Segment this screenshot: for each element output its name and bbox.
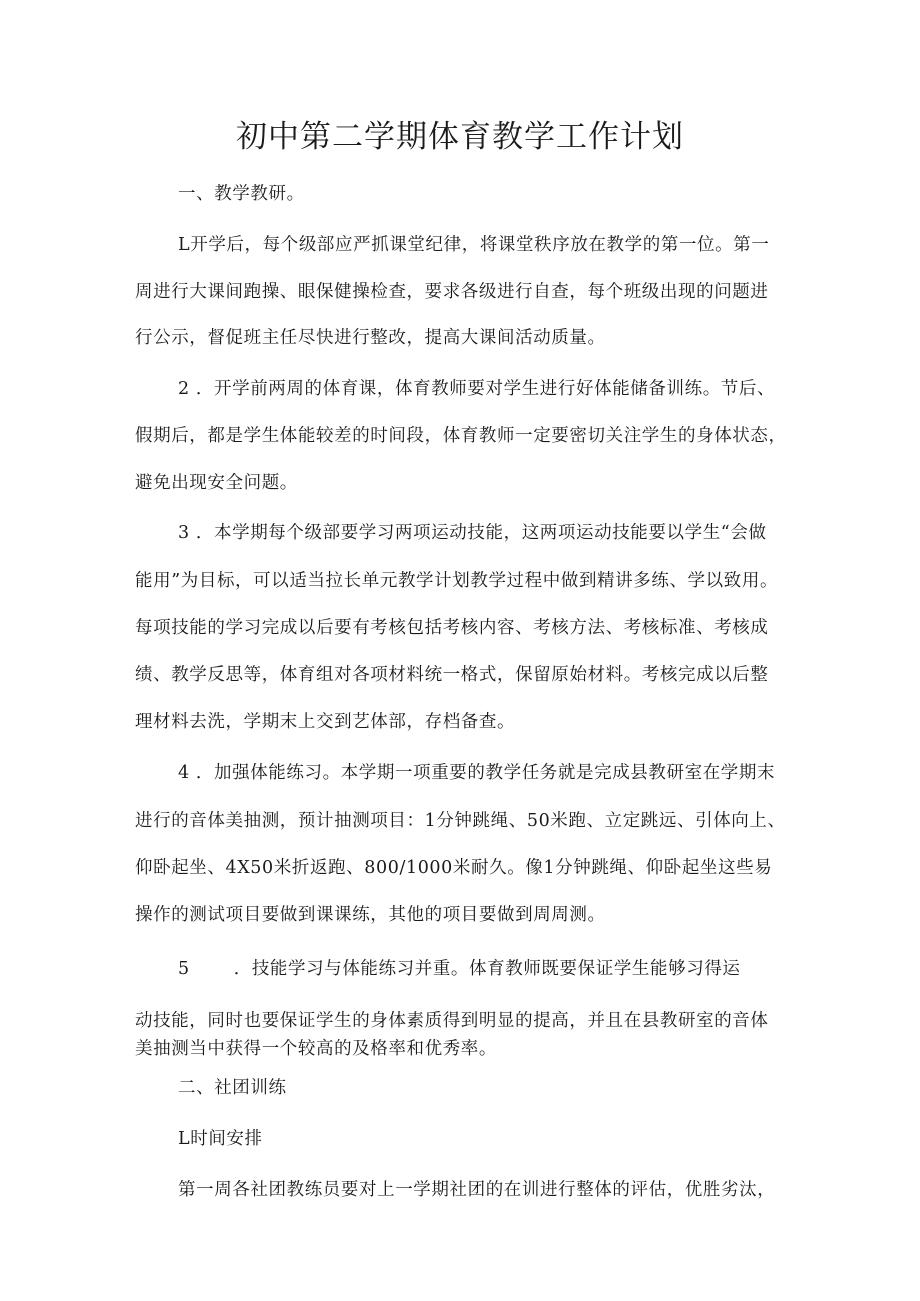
paragraph-3-line-4: 绩、教学反思等，体育组对各项材料统一格式，保留原始材料。考核完成以后整 bbox=[135, 665, 769, 685]
paragraph-2-line-1: 2 ．开学前两周的体育课，体育教师要对学生进行好体能储备训练。节后、 bbox=[178, 379, 776, 399]
paragraph-6-line-1: 第一周各社团教练员要对上一学期社团的在训进行整体的评估，优胜劣汰， bbox=[178, 1180, 776, 1200]
paragraph-4-line-1: 4 ．加强体能练习。本学期一项重要的教学任务就是完成县教研室在学期末 bbox=[178, 763, 776, 783]
paragraph-4-line-3: 仰卧起坐、4X50米折返跑、800/1000米耐久。像1分钟跳绳、仰卧起坐这些易 bbox=[135, 858, 773, 878]
paragraph-3-line-5: 理材料去洗，学期末上交到艺体部，存档备查。 bbox=[135, 712, 516, 732]
paragraph-2-line-3: 避免出现安全问题。 bbox=[135, 473, 298, 493]
document-title: 初中第二学期体育教学工作计划 bbox=[236, 119, 684, 155]
paragraph-1-line-3: 行公示，督促班主任尽快进行整改，提高大课间活动质量。 bbox=[135, 328, 606, 348]
paragraph-5-line-2: 动技能，同时也要保证学生的身体素质得到明显的提高，并且在县教研室的音体 bbox=[135, 1011, 769, 1031]
paragraph-3-line-1: 3 ．本学期每个级部要学习两项运动技能，这两项运动技能要以学生“会做 bbox=[178, 523, 767, 543]
paragraph-4-line-2: 进行的音体美抽测，预计抽测项目：1分钟跳绳、50米跑、立定跳远、引体向上、 bbox=[135, 811, 786, 831]
paragraph-5-line-3: 美抽测当中获得一个较高的及格率和优秀率。 bbox=[135, 1039, 497, 1059]
paragraph-5-line-1 bbox=[178, 956, 741, 982]
section-heading-clubs: 二、社团训练 bbox=[178, 1078, 287, 1098]
subsection-heading-schedule: L时间安排 bbox=[178, 1129, 263, 1149]
section-heading-teaching: 一、教学教研。 bbox=[178, 184, 305, 204]
paragraph-1-line-1: L开学后，每个级部应严抓课堂纪律，将课堂秩序放在教学的第一位。第一 bbox=[178, 235, 770, 255]
paragraph-2-line-2: 假期后，都是学生体能较差的时间段，体育教师一定要密切关注学生的身体状态， bbox=[135, 426, 787, 446]
paragraph-3-line-3: 每项技能的学习完成以后要有考核包括考核内容、考核方法、考核标准、考核成 bbox=[135, 618, 769, 638]
paragraph-1-line-2: 周进行大课间跑操、眼保健操检查，要求各级进行自查，每个班级出现的问题进 bbox=[135, 282, 769, 302]
paragraph-4-line-4: 操作的测试项目要做到课课练，其他的项目要做到周周测。 bbox=[135, 905, 606, 925]
paragraph-3-line-2: 能用”为目标，可以适当拉长单元教学计划教学过程中做到精讲多练、学以致用。 bbox=[135, 571, 779, 591]
paragraph-5-number: 5 bbox=[178, 959, 190, 979]
paragraph-5-line-1-text: ．技能学习与体能练习并重。体育教师既要保证学生能够习得运 bbox=[233, 959, 741, 979]
